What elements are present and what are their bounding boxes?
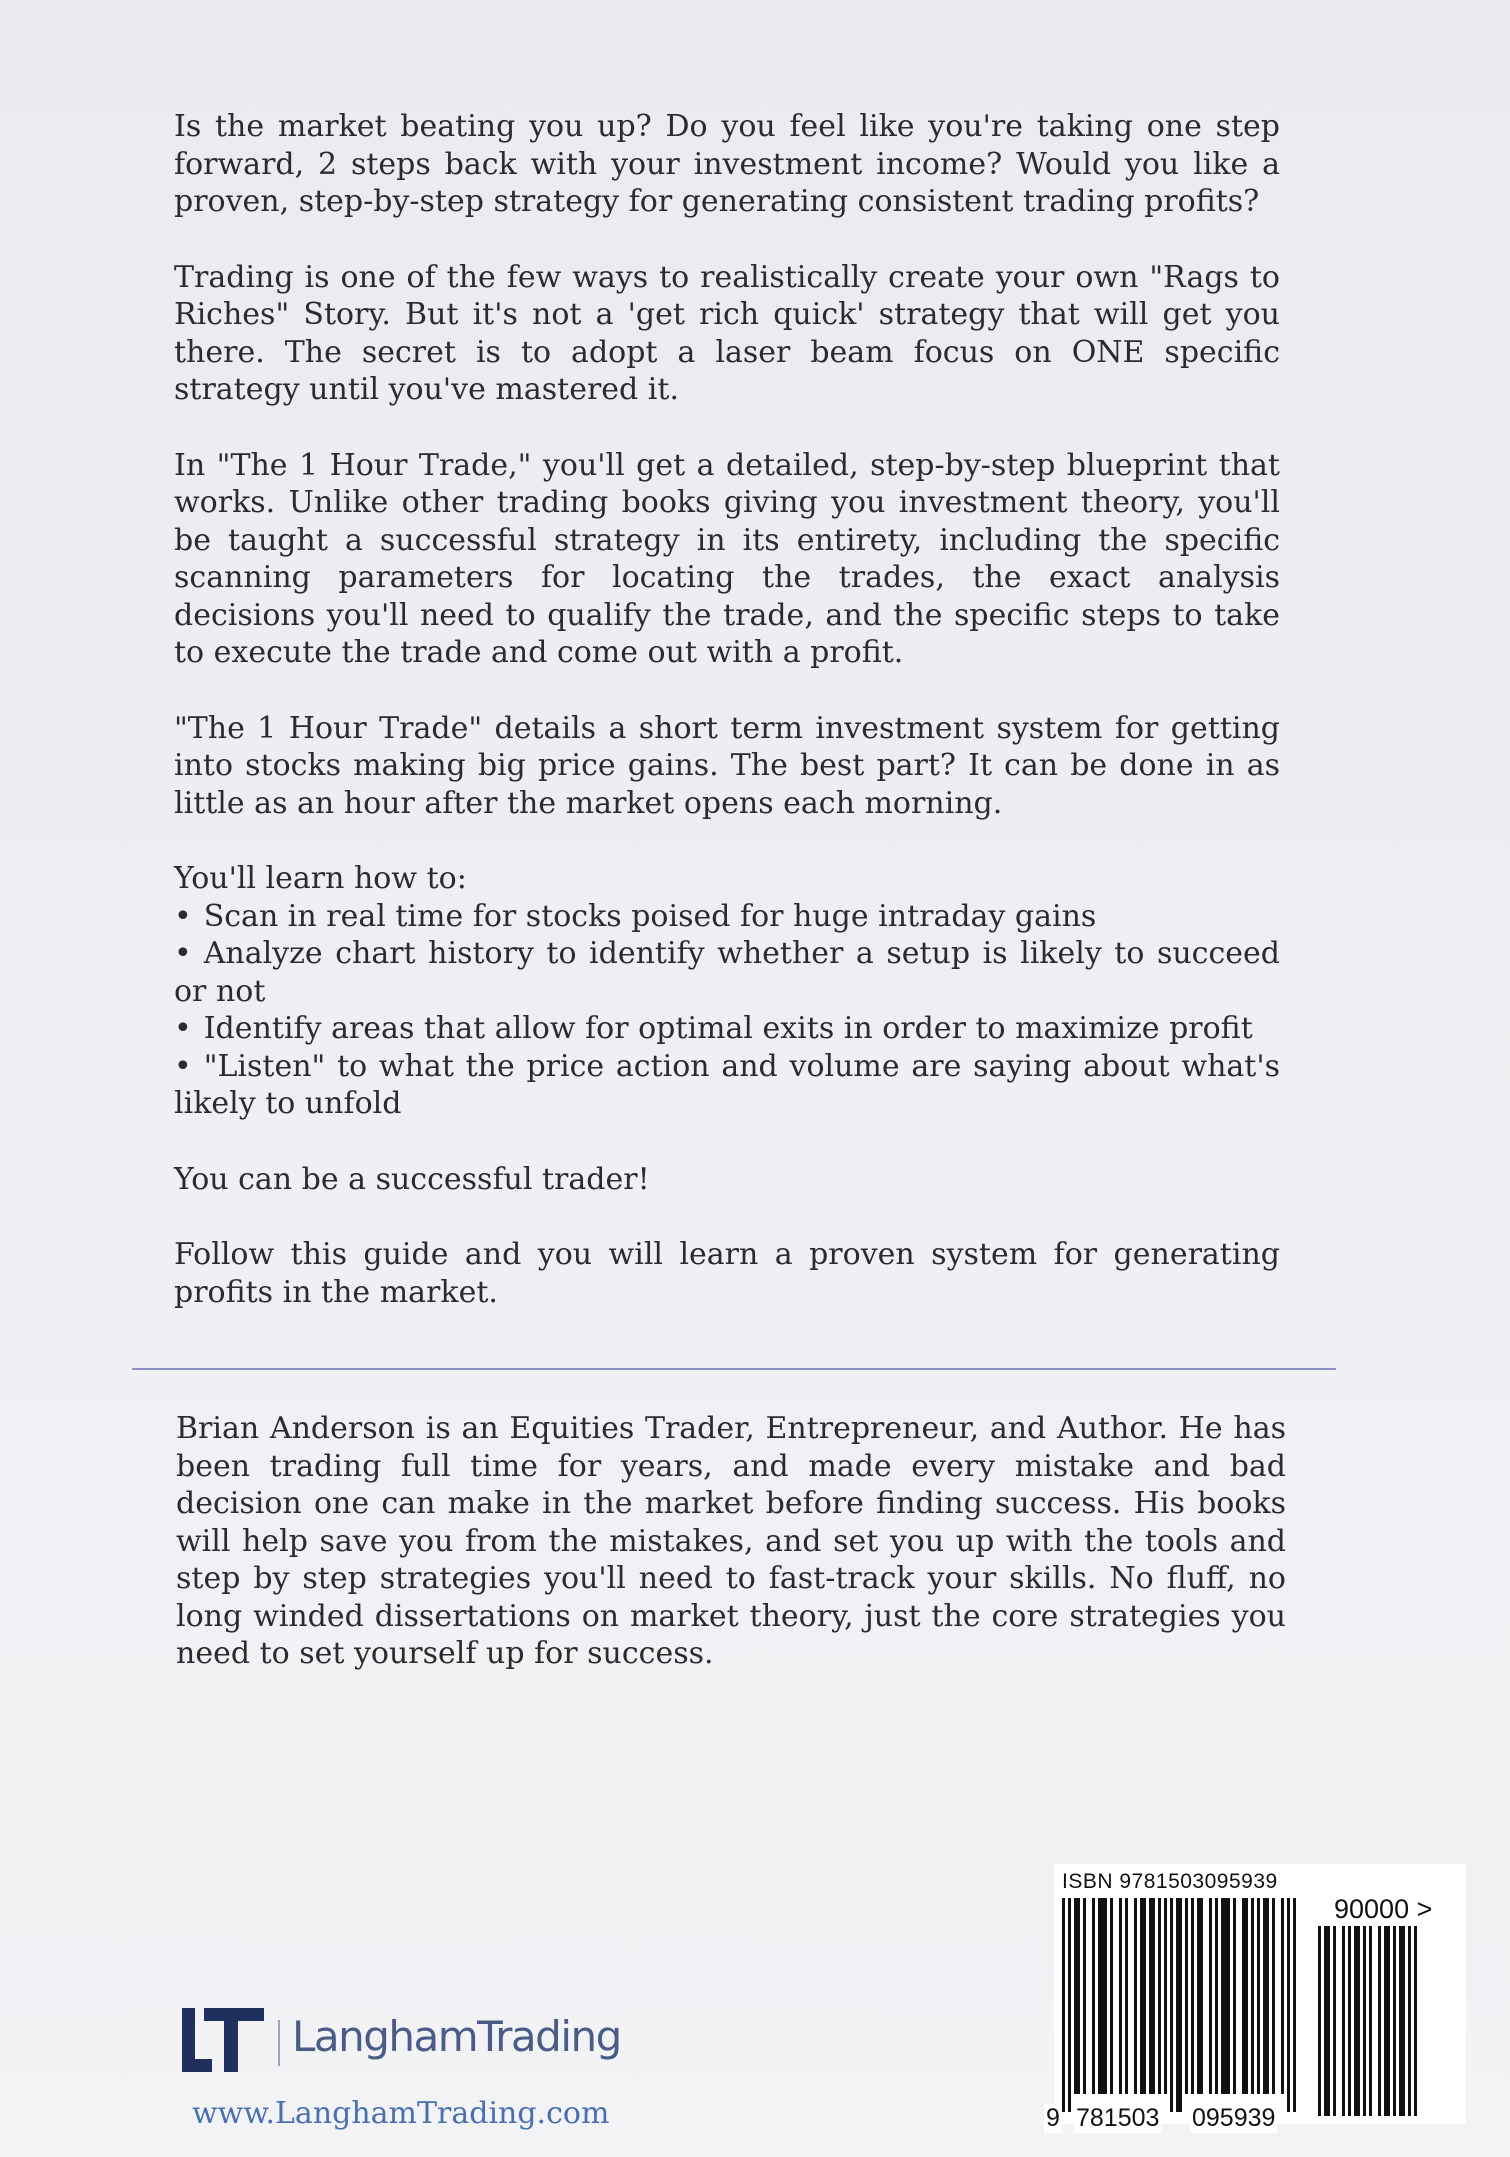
barcode-bar — [1408, 1926, 1411, 2116]
barcode-bar — [1333, 1926, 1336, 2116]
barcode-bar — [1318, 1926, 1321, 2116]
list-item: • Scan in real time for stocks poised for huge intraday gains — [174, 898, 1280, 936]
barcode-bar — [1263, 1898, 1269, 2094]
barcode-bar — [1215, 1898, 1218, 2094]
barcode-bar — [1221, 1898, 1230, 2094]
barcode-bar — [1354, 1926, 1360, 2116]
blurb-paragraph-4: "The 1 Hour Trade" details a short term investment system for getting into stocks making big price gains. The best part? It can be done in as little as an hour after the market opens each morning. — [174, 710, 1280, 821]
barcode-bar — [1242, 1898, 1248, 2094]
isbn-barcode — [1062, 1898, 1302, 2118]
barcode-bar — [1068, 1898, 1071, 2112]
isbn-label: ISBN 9781503095939 — [1062, 1870, 1278, 1893]
barcode-bar — [1098, 1898, 1107, 2094]
barcode-bar — [1164, 1898, 1167, 2094]
list-item: • "Listen" to what the price action and volume are saying about what's likely to unfold — [174, 1048, 1280, 1123]
barcode-digits-right: 095939 — [1192, 2104, 1276, 2132]
barcode-bar — [1170, 1898, 1173, 2112]
learning-list — [174, 898, 1280, 1123]
barcode-bar — [1378, 1926, 1381, 2116]
barcode-bar — [1134, 1898, 1137, 2094]
barcode-bar — [1185, 1898, 1188, 2094]
barcode-bar — [1324, 1926, 1330, 2116]
barcode-bar — [1119, 1898, 1122, 2094]
barcode-bar — [1176, 1898, 1182, 2112]
barcode-bar — [1158, 1898, 1161, 2094]
barcode-bar — [1197, 1898, 1203, 2094]
barcode-bar — [1281, 1898, 1284, 2094]
barcode-bar — [1092, 1898, 1095, 2094]
list-item: • Analyze chart history to identify whether a setup is likely to succeed or not — [174, 935, 1280, 1010]
barcode-bar — [1393, 1926, 1396, 2116]
barcode-bar — [1074, 1898, 1080, 2094]
barcode-bar — [1342, 1926, 1345, 2116]
list-intro: You'll learn how to: — [174, 861, 467, 896]
price-addon-barcode — [1318, 1926, 1458, 2118]
lt-logo-icon — [180, 2008, 266, 2072]
barcode-bar — [1251, 1898, 1254, 2094]
barcode-bar — [1125, 1898, 1128, 2094]
price-code: 90000 > — [1334, 1894, 1433, 1924]
barcode-bar — [1369, 1926, 1372, 2116]
logo-wordmark: LanghamTrading — [292, 2012, 621, 2061]
logo-separator — [278, 2020, 280, 2066]
barcode-bar — [1083, 1898, 1086, 2094]
barcode-bar — [1399, 1926, 1405, 2116]
list-item: • Identify areas that allow for optimal exits in order to maximize profit — [174, 1010, 1280, 1048]
barcode-digit-first: 9 — [1046, 2104, 1060, 2132]
blurb-paragraph-2: Trading is one of the few ways to realistically create your own "Rags to Riches" Story. But it's not a 'get rich quick' strategy that will get you there. The secret is to adopt a laser beam focus on ONE specific strategy until you've mastered it. — [174, 259, 1280, 407]
barcode-bar — [1062, 1898, 1065, 2112]
author-bio: Brian Anderson is an Equities Trader, Entrepreneur, and Author. He has been trading full time for years, and made every mistake and bad decision one can make in the market before finding success. His books will help save you from the mistakes, and set you up with the tools and step by step strategies you'll need to fast-track your skills. No fluff, no long winded dissertations on market theory, just the core strategies you need to set yourself up for success. — [176, 1411, 1286, 1671]
barcode-bar — [1110, 1898, 1113, 2094]
publisher-logo — [180, 2004, 640, 2076]
barcode-digits-left: 781503 — [1076, 2104, 1160, 2132]
blurb-paragraph-5: You can be a successful trader! — [174, 1161, 650, 1197]
barcode-bar — [1414, 1926, 1417, 2116]
barcode-bar — [1257, 1898, 1260, 2094]
barcode-bar — [1293, 1898, 1296, 2112]
barcode-bar — [1149, 1898, 1155, 2094]
barcode-bar — [1384, 1926, 1390, 2116]
barcode-bar — [1140, 1898, 1146, 2094]
section-divider — [132, 1368, 1336, 1370]
barcode-bar — [1191, 1898, 1194, 2094]
barcode-bar — [1363, 1926, 1366, 2116]
barcode-bar — [1348, 1926, 1351, 2116]
cover-blurb — [174, 108, 1280, 1349]
barcode-bar — [1272, 1898, 1275, 2094]
blurb-paragraph-6: Follow this guide and you will learn a proven system for generating profits in the market. — [174, 1237, 1280, 1310]
barcode-bar — [1233, 1898, 1236, 2094]
barcode-bar — [1209, 1898, 1212, 2094]
publisher-website-link[interactable]: www.LanghamTrading.com — [192, 2096, 610, 2131]
barcode-bar — [1287, 1898, 1290, 2112]
blurb-paragraph-1: Is the market beating you up? Do you feel like you're taking one step forward, 2 steps back with your investment income? Would you like a proven, step-by-step strategy for generating consistent trading profits? — [174, 109, 1280, 219]
blurb-paragraph-3: In "The 1 Hour Trade," you'll get a detailed, step-by-step blueprint that works. Unlike other trading books giving you investment theory, you'll be taught a successful strategy in its entirety, including the specific scanning parameters for locating the trades, the exact analysis decisions you'll need to qualify the trade, and the specific steps to take to execute the trade and come out with a profit. — [174, 447, 1280, 670]
